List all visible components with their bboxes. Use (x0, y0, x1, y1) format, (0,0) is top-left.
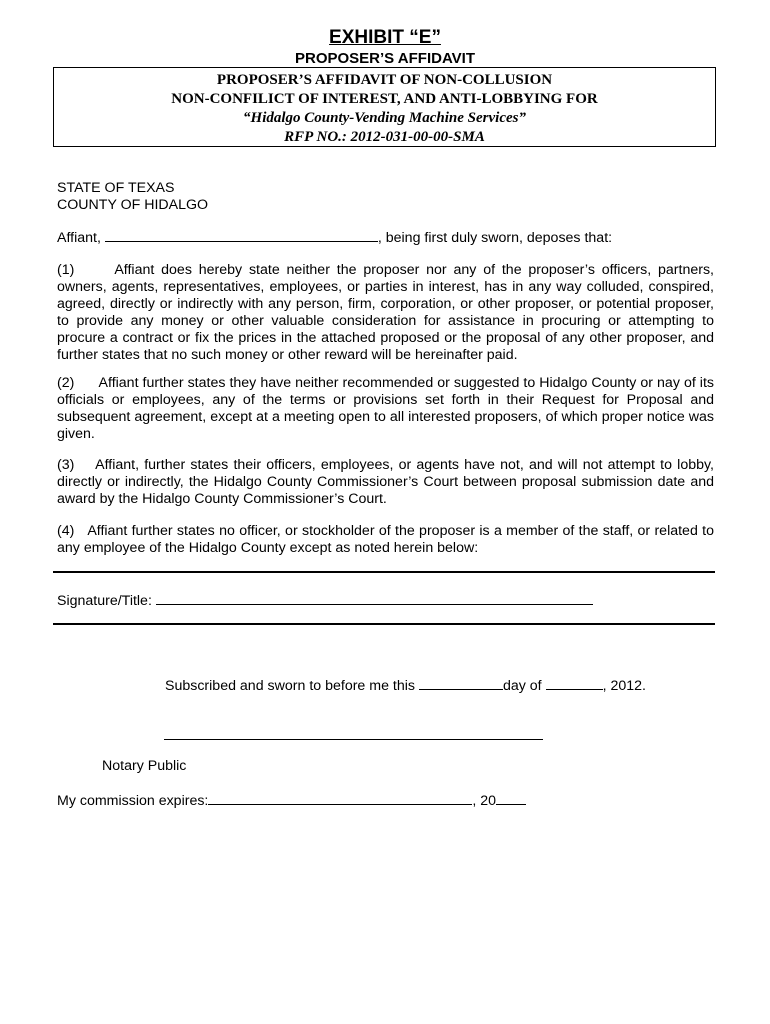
affidavit-heading: PROPOSER’S AFFIDAVIT (294, 50, 475, 67)
title-line-2: NON-CONFILICT OF INTEREST, AND ANTI-LOBBYING FOR (171, 91, 598, 107)
paragraph-3-number: (3) (57, 457, 75, 473)
affiant-line (57, 229, 717, 247)
paragraph-4-number: (4) (57, 523, 75, 539)
oath-day-field[interactable] (419, 677, 503, 690)
commission-year-prefix: , 20 (472, 793, 497, 809)
title-line-3: “Hidalgo County-Vending Machine Services” (243, 110, 526, 126)
paragraph-3 (57, 457, 714, 508)
oath-month-field[interactable] (546, 677, 603, 690)
notary-public-label: Notary Public (102, 758, 187, 774)
affiant-suffix: , being first duly sworn, deposes that: (377, 230, 613, 246)
commission-line (57, 792, 577, 810)
venue-state: STATE OF TEXAS (57, 180, 175, 196)
signature-line (57, 592, 617, 610)
paragraph-2-text: Affiant further states they have neither recommended or suggested to Hidalgo County or nay of its officials or employees, any of the terms or provisions set forth in their Request for Proposal and subsequent agreement, except at a meeting open to all interested proposers, of which proper notice was given. (57, 375, 714, 442)
signature-label: Signature/Title: (57, 593, 152, 609)
venue-county: COUNTY OF HIDALGO (57, 197, 209, 213)
paragraph-4-text: Affiant further states no officer, or stockholder of the proposer is a member of the staff, or related to any employee of the Hidalgo County except as noted herein below: (57, 523, 714, 556)
separator-rule-bottom (53, 623, 715, 625)
paragraph-2-number: (2) (57, 375, 75, 391)
title-line-1: PROPOSER’S AFFIDAVIT OF NON-COLLUSION (216, 72, 553, 88)
oath-prefix: Subscribed and sworn to before me this (165, 678, 415, 694)
commission-date-field[interactable] (208, 792, 472, 805)
separator-rule-top (53, 571, 715, 573)
oath-day-of: day of (502, 678, 542, 694)
paragraph-2 (57, 375, 714, 443)
oath-line (165, 677, 685, 695)
commission-label: My commission expires: (57, 793, 209, 809)
affiant-name-field[interactable] (105, 229, 378, 242)
exhibit-title: EXHIBIT “E” (329, 27, 441, 48)
paragraph-1-text: Affiant does hereby state neither the proposer nor any of the proposer’s officers, partners, owners, agents, representatives, employees, or parties in interest, has in any way colluded, conspired, agreed, directly or indirectly with any person, firm, corporation, or other proposer, or potential proposer, to provide any money or other valuable consideration for assistance in procuring or attempting to procure a contract or fix the prices in the attached proposed or the proposal of any other proposer, and further states that no such money or other reward will be hereinafter paid. (57, 262, 714, 363)
paragraph-1-number: (1) (57, 262, 75, 278)
title-line-4: RFP NO.: 2012-031-00-00-SMA (284, 129, 485, 145)
paragraph-3-text: Affiant, further states their officers, employees, or agents have not, and will not attempt to lobby, directly or indirectly, the Hidalgo County Commissioner’s Court between proposal submission date and award by the Hidalgo County Commissioner’s Court. (57, 457, 714, 507)
oath-year: , 2012. (602, 678, 646, 694)
signature-field[interactable] (156, 592, 593, 605)
affiant-label: Affiant, (57, 230, 101, 246)
paragraph-4 (57, 523, 714, 557)
commission-year-field[interactable] (496, 792, 526, 805)
notary-signature-field[interactable] (164, 739, 543, 740)
paragraph-1 (57, 262, 714, 364)
title-box (53, 67, 716, 147)
